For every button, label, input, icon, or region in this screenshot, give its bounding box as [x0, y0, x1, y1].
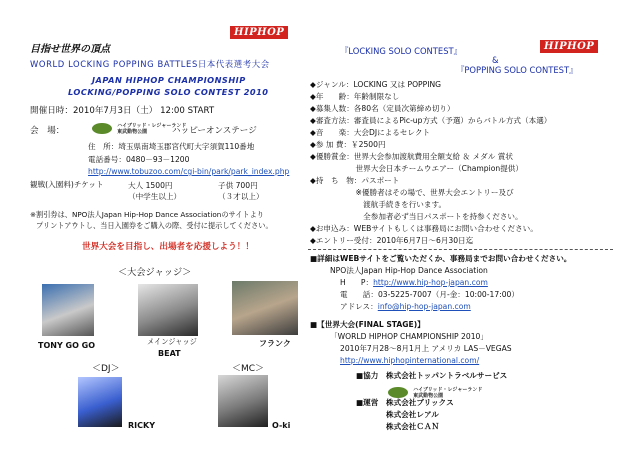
- sponsor-label: ■協力: [356, 371, 379, 380]
- final-name: 「WORLD HIPHOP CHAMPIONSHIP 2010」: [330, 332, 488, 341]
- org-hp-row: [340, 278, 488, 288]
- detail-items-note-2: 渡航手続きを行います。: [310, 200, 447, 209]
- mc-photo-oki: [218, 375, 268, 427]
- operator-3: 株式会社ＣＡＮ: [386, 422, 440, 431]
- cheer-message: 世界大会を目指し、出場者を応援しよう！！: [82, 242, 254, 252]
- contest-title-locking: 『LOCKING SOLO CONTEST』: [340, 46, 463, 56]
- detail-judging: ◆審査方法：審査員によるPic-up方式（予選）からバトル方式（本選）: [310, 116, 552, 125]
- hiphop-badge-right: HIPHOP: [540, 40, 598, 53]
- jp-title-1: JAPAN HIPHOP CHAMPIONSHIP: [92, 75, 246, 85]
- venue-address: 住 所：埼玉県南埼玉郡宮代町大字須賀110番地: [88, 142, 255, 151]
- judge-photo-beat: [138, 284, 198, 336]
- zoo-logo-right-icon: [388, 387, 408, 398]
- ticket-label: 観戦(入園料)チケット: [30, 180, 104, 189]
- jp-title-2: LOCKING/POPPING SOLO CONTEST 2010: [68, 87, 269, 97]
- venue-label: 会 場：: [30, 126, 65, 136]
- catch-copy: 目指せ世界の頂点: [30, 44, 110, 55]
- judge-name-tonygogo: TONY GO GO: [38, 341, 96, 350]
- zoo-logo-icon: [92, 123, 112, 134]
- detail-prize-2: 世界大会日本チームウエアー（Champion提供）: [310, 164, 523, 173]
- dj-name: RICKY: [128, 421, 155, 430]
- event-date: 開催日時：2010年7月3日（土） 12:00 START: [30, 106, 215, 116]
- judge-name-beat: BEAT: [158, 349, 181, 358]
- hiphop-badge: HIPHOP: [230, 26, 288, 39]
- detail-prize: ◆優勝賞金：世界大会参加渡航費用全額支給 ＆ メダル 賞状: [310, 152, 513, 161]
- venue-phone: 電話番号：0480－93－1200: [88, 155, 190, 164]
- ticket-adult-sub: （中学生以上）: [128, 192, 182, 201]
- ticket-child: 子供 700円: [218, 181, 258, 190]
- judges-heading: ＜大会ジャッジ＞: [118, 267, 192, 278]
- final-title: ■【世界大会(FINAL STAGE)】: [310, 320, 425, 329]
- final-date: 2010年7月28～8月1月上 アメリカ LAS－VEGAS: [340, 344, 512, 353]
- detail-age: ◆年 齢：年齢制限なし: [310, 92, 400, 101]
- contest-title-amp: &: [492, 55, 499, 65]
- mc-name: O-ki: [272, 421, 291, 430]
- discount-note-1: ※割引券は、NPO法人Japan Hip-Hop Dance Associationのサイトより: [30, 210, 264, 219]
- org-email-link[interactable]: info@hip-hop-japan.com: [377, 302, 471, 311]
- org-email-label: アドレス：: [340, 302, 378, 311]
- final-url-link[interactable]: http://www.hiphopinternational.com/: [340, 356, 480, 365]
- detail-fee: ◆参 加 費：￥2500円: [310, 140, 386, 149]
- judge-name-frank: フランク: [259, 339, 291, 348]
- judge-role-beat: メインジャッジ: [147, 337, 197, 346]
- operator-2: 株式会社レアル: [386, 410, 439, 419]
- section-divider: [308, 249, 613, 250]
- detail-music: ◆音 楽：大会DJによるセレクト: [310, 128, 431, 137]
- inquiry-title: ■詳細はWEBサイトをご覧いただくか、事務局までお問い合わせください。: [310, 254, 572, 263]
- detail-items-note-3: 全参加者必ず当日パスポートを持参ください。: [310, 212, 523, 221]
- mc-heading: ＜MC＞: [232, 364, 265, 374]
- operator-label: ■運営: [356, 398, 379, 407]
- detail-capacity: ◆募集人数：各80名（定員次第締め切り）: [310, 104, 455, 113]
- venue-url-link[interactable]: http://www.tobuzoo.com/cgi-bin/park/park_index.php: [88, 167, 290, 176]
- ticket-adult: 大人 1500円: [128, 181, 173, 190]
- detail-items-note-1: ※優勝者はその場で、世界大会エントリー及び: [310, 188, 514, 197]
- operator-1: 株式会社ブリックス: [386, 398, 454, 407]
- sponsor-name: 株式会社トッパントラベルサービス: [386, 371, 508, 380]
- discount-note-2: プリントアウトし、当日入園券をご購入の際、受付に提示してください。: [36, 221, 273, 230]
- dj-photo-ricky: [78, 377, 122, 427]
- detail-items: ◆持 ち 物：パスポート: [310, 176, 400, 185]
- org-hp-label: H P：: [340, 278, 374, 287]
- venue-name: ハッピーオンステージ: [172, 126, 257, 136]
- org-hp-link[interactable]: http://www.hip-hop-japan.com: [373, 278, 488, 287]
- detail-entry-period: ◆エントリー受付：2010年6月7日～6月30日迄: [310, 236, 474, 245]
- ticket-child-sub: （３才以上）: [218, 192, 264, 201]
- zoo-logo-right-text: ハイブリッド・レジャーランド 東武動物公園: [413, 386, 483, 399]
- event-title: WORLD LOCKING POPPING BATTLES日本代表選考大会: [30, 59, 270, 69]
- zoo-logo-text: ハイブリッド・レジャーランド 東武動物公園: [117, 122, 187, 135]
- judge-photo-tonygogo: [42, 284, 94, 336]
- org-email-row: [340, 302, 471, 312]
- detail-genre: ◆ジャンル：LOCKING 又は POPPING: [310, 80, 442, 89]
- contest-title-popping: 『POPPING SOLO CONTEST』: [456, 65, 578, 75]
- detail-apply: ◆お申込み：WEBサイトもしくは事務局にお問い合わせください。: [310, 224, 538, 233]
- org-name: NPO法人Japan Hip-Hop Dance Association: [330, 266, 488, 275]
- org-tel: 電 話：03-5225-7007（月-金：10:00-17:00）: [340, 290, 519, 299]
- judge-photo-frank: [232, 281, 298, 335]
- dj-heading: ＜DJ＞: [92, 364, 120, 374]
